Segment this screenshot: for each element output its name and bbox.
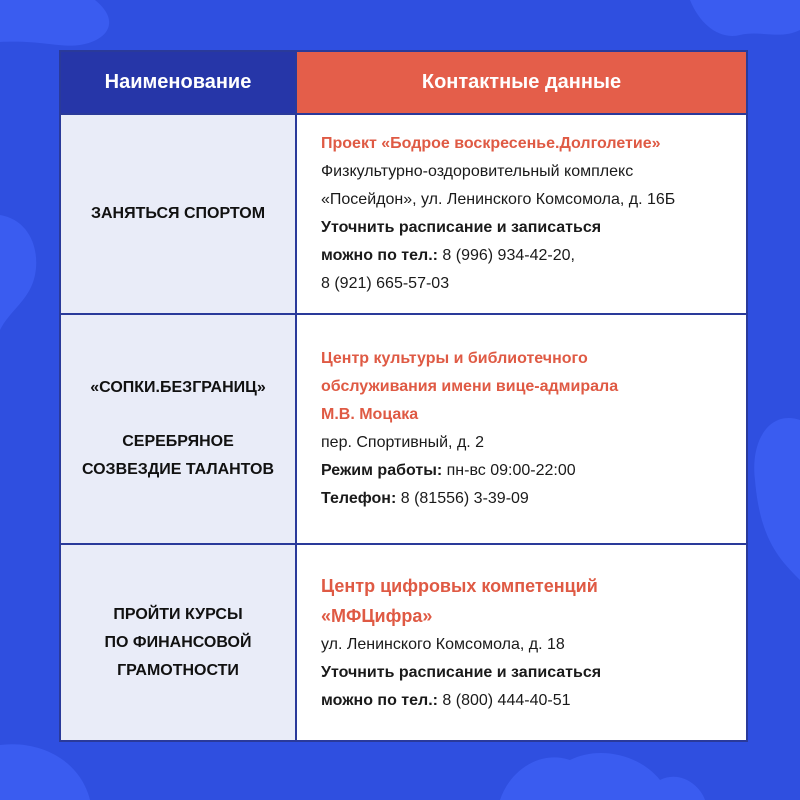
- table-row: [61, 313, 746, 543]
- organization-name: М.В. Моцака: [321, 406, 419, 423]
- decorative-blob-bottom-left: [0, 744, 90, 800]
- activity-name: СОЗВЕЗДИЕ ТАЛАНТОВ: [81, 461, 275, 478]
- phone-label: можно по тел.:: [321, 691, 438, 709]
- activity-name: «СОПКИ.БЕЗГРАНИЦ»: [90, 379, 266, 396]
- table-row: [61, 543, 746, 740]
- organization-name: Центр культуры и библиотечного: [321, 350, 588, 367]
- phone-value: 8 (800) 444-40-51: [437, 691, 571, 709]
- phone-line: [321, 485, 732, 513]
- schedule-info: Уточнить расписание и записаться: [321, 663, 602, 681]
- phone-line: [321, 687, 732, 715]
- activity-name: ГРАМОТНОСТИ: [117, 661, 239, 679]
- decorative-blob-left: [0, 215, 36, 330]
- address-line: ул. Ленинского Комсомола, д. 18: [321, 635, 565, 653]
- organization-name: обслуживания имени вице-адмирала: [321, 378, 619, 395]
- table-header: [61, 52, 746, 113]
- decorative-blob-bottom-right: [500, 753, 705, 800]
- phone-value: 8 (81556) 3-39-09: [396, 490, 529, 507]
- activity-name-cell: [61, 545, 297, 740]
- organization-name: Проект «Бодрое воскресенье.Долголетие»: [321, 135, 661, 152]
- activity-name: ЗАНЯТЬСЯ СПОРТОМ: [90, 205, 266, 222]
- contact-cell: [297, 545, 746, 740]
- activity-name: ПРОЙТИ КУРСЫ: [113, 605, 243, 623]
- phone-line: [321, 242, 732, 270]
- schedule-info: Уточнить расписание и записаться: [321, 219, 602, 236]
- address-line: «Посейдон», ул. Ленинского Комсомола, д. 16Б: [321, 191, 676, 208]
- organization-name: Центр цифровых компетенций: [321, 575, 598, 596]
- contacts-table: [59, 50, 748, 742]
- hours-label: Режим работы:: [321, 462, 443, 479]
- activity-name-cell: [61, 315, 297, 543]
- organization-name: «МФЦифра»: [321, 605, 433, 626]
- phone-value: 8 (996) 934-42-20,: [437, 247, 575, 264]
- address-line: Физкультурно-оздоровительный комплекс: [321, 163, 634, 180]
- contact-cell: [297, 115, 746, 313]
- column-header-contacts: Контактные данные: [297, 52, 746, 113]
- phone-value-2: 8 (921) 665-57-03: [321, 275, 450, 292]
- phone-label: Телефон:: [321, 490, 397, 507]
- address-line: пер. Спортивный, д. 2: [321, 434, 485, 451]
- decorative-blob-top-right: [690, 0, 800, 36]
- activity-name: СЕРЕБРЯНОЕ: [122, 433, 234, 450]
- phone-label: можно по тел.:: [321, 247, 438, 264]
- activity-name-cell: [61, 115, 297, 313]
- column-header-name: Наименование: [61, 52, 297, 113]
- table-row: [61, 113, 746, 313]
- hours-value: пн-вс 09:00-22:00: [442, 462, 576, 479]
- activity-name: ПО ФИНАНСОВОЙ: [104, 633, 252, 651]
- contact-cell: [297, 315, 746, 543]
- decorative-blob-right: [754, 418, 800, 580]
- decorative-blob-top-left: [0, 0, 109, 46]
- hours-line: [321, 457, 732, 485]
